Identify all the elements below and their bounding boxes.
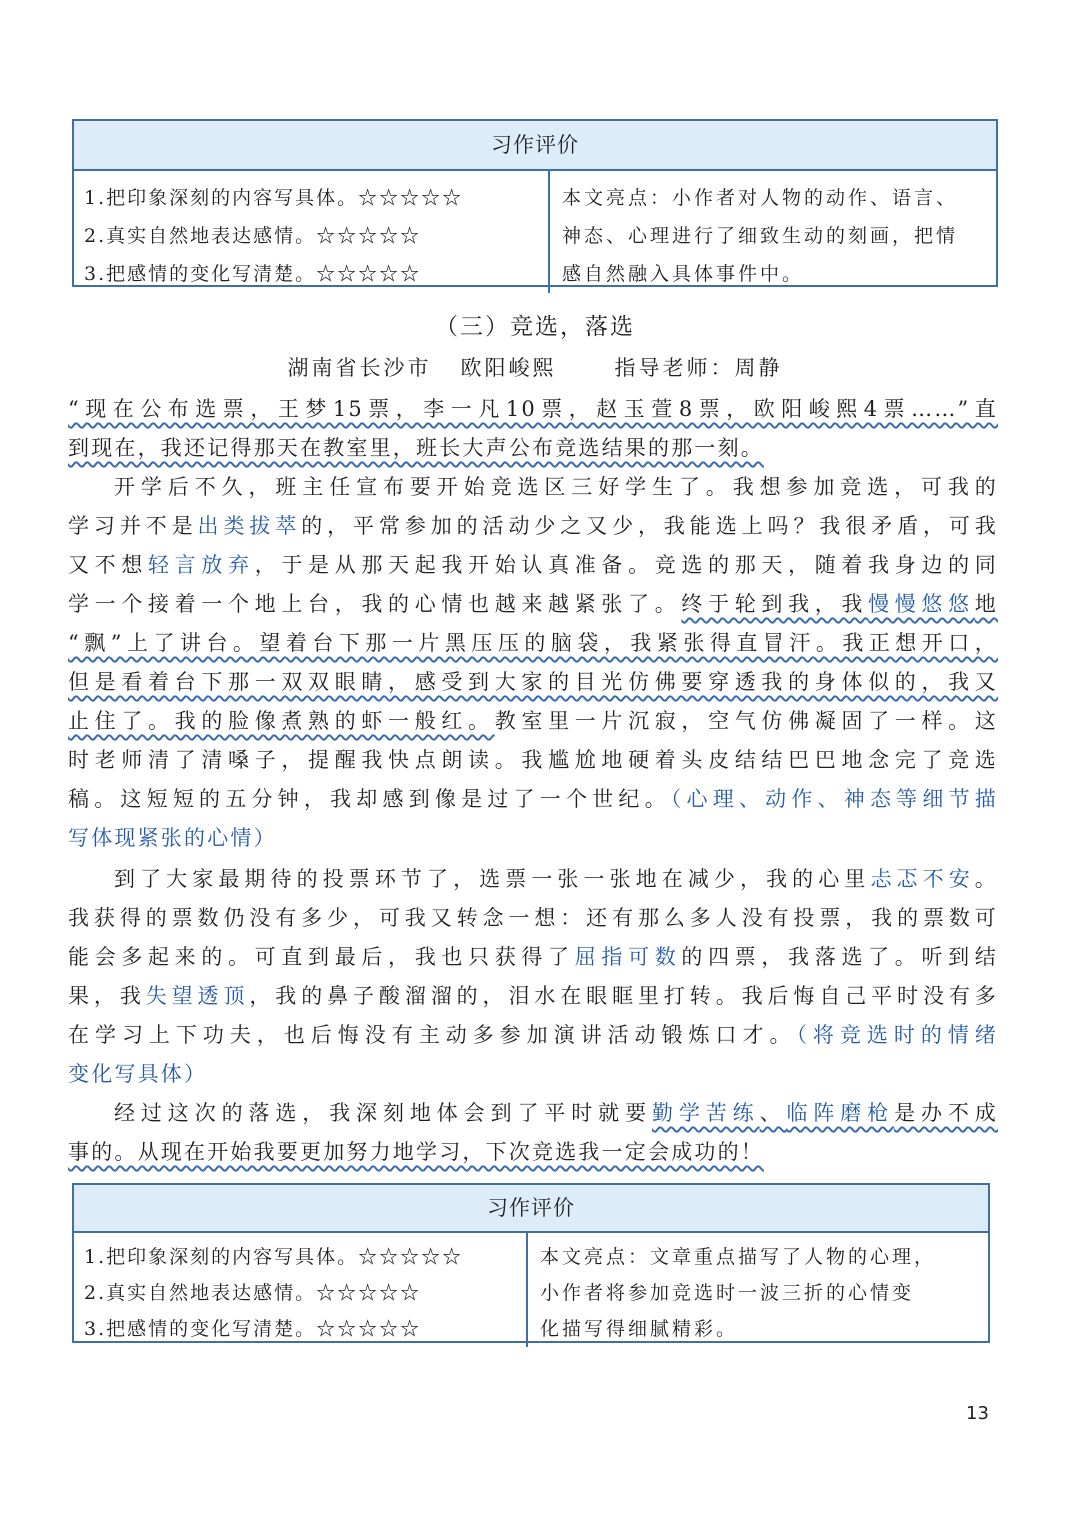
- p2-text: 的，平常参加的活动少之又少，我能选上吗？我很矛盾，可我: [301, 514, 998, 538]
- p3-text: 能会多起来的。可直到最后，我也只获得了: [68, 945, 575, 969]
- comment-line-2: 神态、心理进行了细致生动的刻画，把情: [562, 225, 959, 247]
- highlight-phrase: 慢慢悠悠: [868, 592, 975, 616]
- p2-text: ，于是从那天起我开始认真准备。竞选的那天，随着我身边的同: [254, 553, 998, 577]
- p2-text: 终于轮到我，我: [681, 592, 869, 616]
- criterion-1: 1.把印象深刻的内容写具体。☆☆☆☆☆: [84, 187, 464, 209]
- p1-line-1: “现在公布选票，王梦15票，李一凡10票，赵玉萱8票，欧阳峻熙4票……”直: [68, 397, 998, 421]
- comment-line-2: 小作者将参加竞选时一波三折的心情变: [540, 1282, 915, 1304]
- p3-text: 到了大家最期待的投票环节了，选票一张一张地在减少，我的心里: [114, 867, 871, 891]
- evaluation-criteria: [74, 1233, 528, 1347]
- criterion-3: 3.把感情的变化写清楚。☆☆☆☆☆: [84, 263, 422, 285]
- highlight-phrase: 轻言放弃: [148, 553, 255, 577]
- evaluation-box-1: [72, 119, 998, 287]
- annotation-note: 写体现紧张的心情）: [68, 826, 277, 850]
- p2-text: 稿。这短短的五分钟，我却感到像是过了一个世纪。: [68, 787, 671, 811]
- highlight-phrase: 勤学苦练: [651, 1101, 760, 1125]
- annotation-note: （心理、动作、神态等细节描: [670, 787, 998, 811]
- evaluation-box-2: [72, 1183, 990, 1343]
- paragraph-2: [68, 468, 998, 858]
- p3-text: ，我的鼻子酸溜溜的，泪水在眼眶里打转。我后悔自己平时没有多: [249, 984, 998, 1008]
- p3-text: 。: [974, 867, 998, 891]
- p4-text: 经过这次的落选，我深刻地体会到了平时就要: [114, 1101, 652, 1125]
- p4-text: 是办不成: [894, 1101, 999, 1125]
- p2-text: 止住了。我的脸像煮熟的虾一般红。: [68, 709, 495, 733]
- p2-text: 又不想: [68, 553, 149, 577]
- p3-text: 在学习上下功夫，也后悔没有主动多参加演讲活动锻炼口才。: [68, 1023, 797, 1047]
- comment-line-3: 化描写得细腻精彩。: [540, 1318, 739, 1340]
- essay-byline: 湖南省长沙市 欧阳峻熙 指导老师：周静: [287, 356, 783, 380]
- highlight-phrase: 失望透顶: [145, 984, 250, 1008]
- evaluation-comment: [550, 171, 996, 293]
- highlight-phrase: 出类拔萃: [197, 514, 302, 538]
- essay-title: （三）竞选，落选: [435, 314, 635, 340]
- page-number: 13: [966, 1403, 989, 1424]
- highlight-phrase: 屈指可数: [574, 945, 682, 969]
- p2-text: 学一个接着一个地上台，我的心情也越来越紧张了。: [68, 592, 682, 616]
- p2-line-1: 开学后不久，班主任宣布要开始竞选区三好学生了。我想参加竞选，可我的: [114, 475, 998, 499]
- p2-line-5: “飘”上了讲台。望着台下那一片黑压压的脑袋，我紧张得直冒汗。我正想开口，: [68, 631, 998, 655]
- paragraph-1: [68, 390, 998, 468]
- p3-text: 果，我: [68, 984, 146, 1008]
- p3-line-2: 我获得的票数仍没有多少，可我又转念一想：还有那么多人没有投票，我的票数可: [68, 906, 998, 930]
- highlight-phrase: 忐忑不安: [870, 867, 975, 891]
- highlight-phrase: 临阵磨枪: [786, 1101, 895, 1125]
- evaluation-title: 习作评价: [74, 121, 996, 171]
- p4-line-2: 事的。从现在开始我要更加努力地学习，下次竞选我一定会成功的！: [68, 1140, 764, 1164]
- evaluation-title: 习作评价: [74, 1185, 988, 1233]
- p1-line-2: 到现在，我还记得那天在教室里，班长大声公布竞选结果的那一刻。: [68, 436, 764, 460]
- p3-text: 的四票，我落选了。听到结: [681, 945, 998, 969]
- criterion-2: 2.真实自然地表达感情。☆☆☆☆☆: [84, 225, 422, 247]
- annotation-note: 变化写具体）: [68, 1062, 208, 1086]
- p2-text: 地: [974, 592, 998, 616]
- comment-line-1: 本文亮点：文章重点描写了人物的心理，: [540, 1246, 937, 1268]
- evaluation-comment: [528, 1233, 988, 1347]
- paragraph-3: [68, 860, 998, 1094]
- comment-line-1: 本文亮点：小作者对人物的动作、语言、: [562, 187, 959, 209]
- paragraph-4: [68, 1094, 998, 1172]
- p2-line-8: 时老师清了清嗓子，提醒我快点朗读。我尴尬地硬着头皮结结巴巴地念完了竞选: [68, 748, 998, 772]
- comment-line-3: 感自然融入具体事件中。: [562, 263, 805, 285]
- p2-text: 学习并不是: [68, 514, 198, 538]
- criterion-3: 3.把感情的变化写清楚。☆☆☆☆☆: [84, 1318, 422, 1340]
- criterion-1: 1.把印象深刻的内容写具体。☆☆☆☆☆: [84, 1246, 464, 1268]
- annotation-note: （将竞选时的情绪: [796, 1023, 998, 1047]
- evaluation-criteria: [74, 171, 550, 293]
- criterion-2: 2.真实自然地表达感情。☆☆☆☆☆: [84, 1282, 422, 1304]
- p2-line-6: 但是看着台下那一双双眼睛，感受到大家的目光仿佛要穿透我的身体似的，我又: [68, 670, 998, 694]
- p2-text: 教室里一片沉寂，空气仿佛凝固了一样。这: [494, 709, 998, 733]
- p4-text: 、: [759, 1101, 787, 1125]
